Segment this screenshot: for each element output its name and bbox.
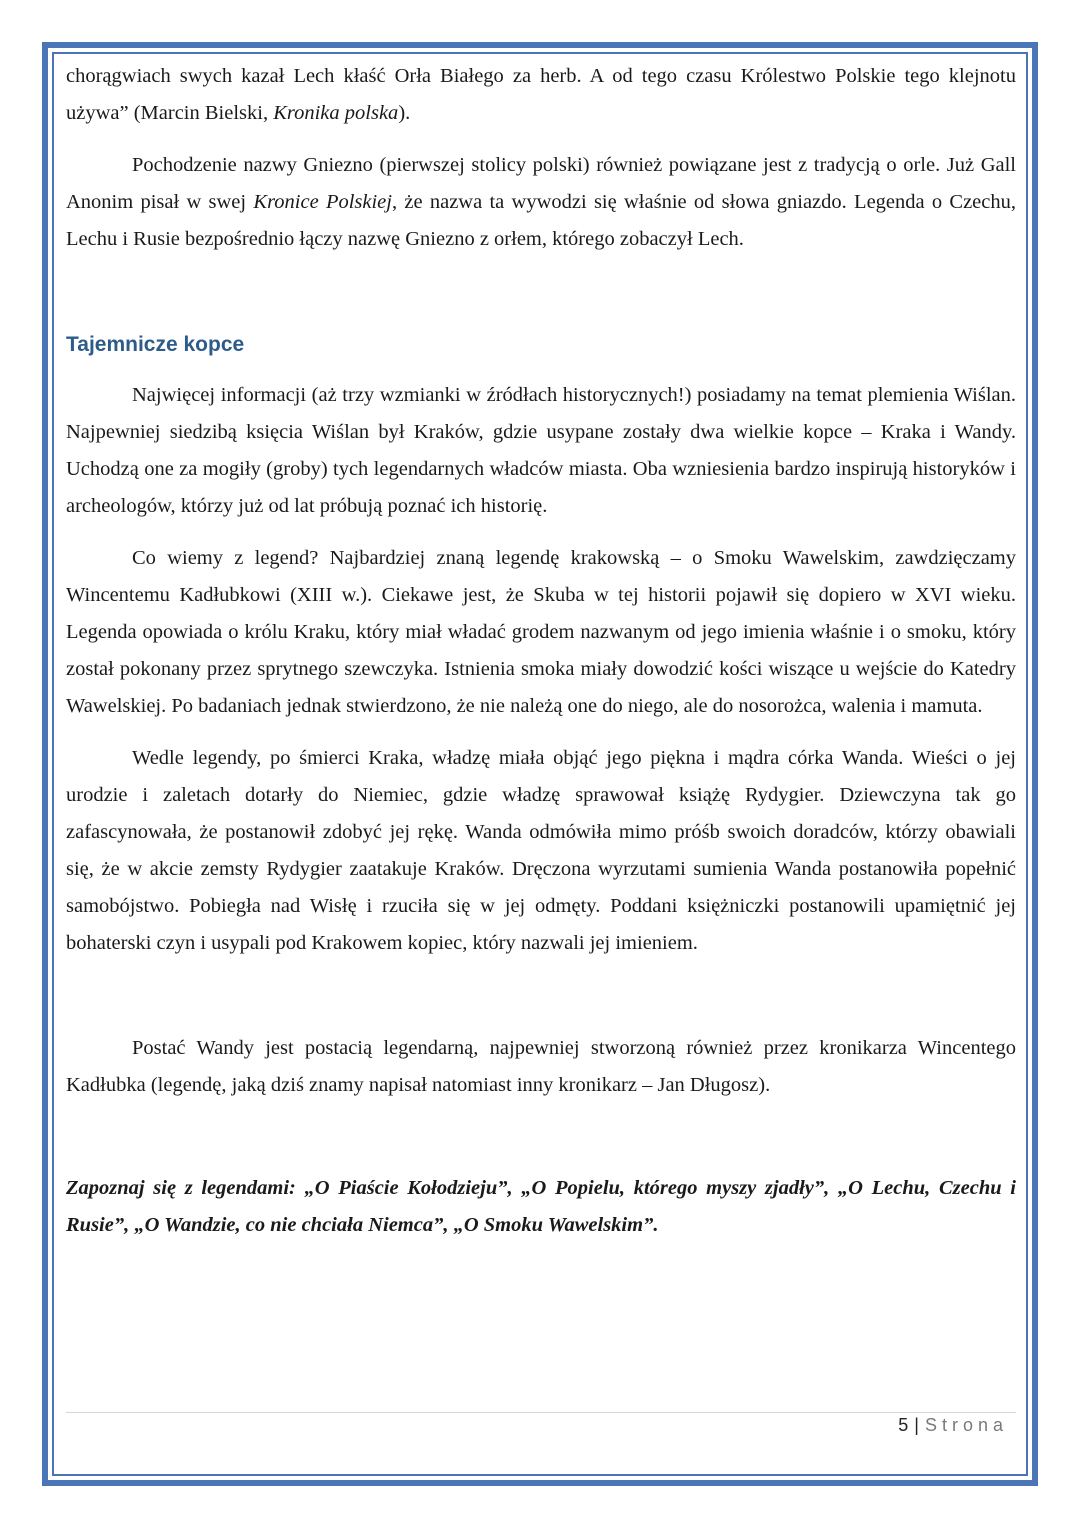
page-footer <box>898 1415 1008 1436</box>
book-title: Kronice Polskiej <box>253 191 392 213</box>
paragraph-wanda: Wedle legendy, po śmierci Kraka, władzę miała objąć jego piękna i mądra córka Wanda. Wieści o jej urodzie i zaletach dotarły do Niemiec, gdzie władzę sprawował książę Rydygier. Dziewczyna tak go zafascynowała, że postanowił zdobyć jej rękę. Wanda odmówiła mimo próśb swoich doradców, którzy obawiali się, że w akcie zemsty Rydygier zaatakuje Kraków. Dręczona wyrzutami sumienia Wanda postanowiła popełnić samobójstwo. Pobiegła nad Wisłę i rzuciła się w jej odmęty. Poddani księżniczki postanowili upamiętnić jej bohaterski czyn i usypali pod Krakowem kopiec, który nazwali jej imieniem. <box>66 747 1016 954</box>
footer-divider <box>66 1412 1016 1413</box>
section-heading: Tajemnicze kopce <box>66 333 245 356</box>
paragraph-wislanie: Najwięcej informacji (aż trzy wzmianki w źródłach historycznych!) posiadamy na temat plemienia Wiślan. Najpewniej siedzibą księcia Wiślan był Kraków, gdzie usypane zostały dwa wielkie kopce – Kraka i Wandy. Uchodzą one za mogiły (groby) tych legendarnych władców miasta. Oba wzniesienia bardzo inspirują historyków i archeologów, którzy już od lat próbują poznać ich historię. <box>66 384 1016 517</box>
paragraph-gniezno: Pochodzenie nazwy Gniezno (pierwszej stolicy polski) również powiązane jest z tradycją o orle. Już Gall Anonim pisał w swej Kronice Polskiej, że nazwa ta wywodzi się właśnie od słowa gniazdo. Legenda o Czechu, Lechu i Rusie bezpośrednio łączy nazwę Gniezno z orłem, którego zobaczył Lech. <box>66 154 1017 250</box>
paragraph-dlugosz: Postać Wandy jest postacią legendarną, najpewniej stworzoną również przez kronikarza Wincentego Kadłubka (legendę, jaką dziś znamy napisał natomiast inny kronikarz – Jan Długosz). <box>66 1037 1016 1096</box>
page-label: Strona <box>924 1415 1008 1435</box>
section-body <box>66 377 1016 962</box>
paragraph-bielski-quote: chorągwiach swych kazał Lech kłaść Orła Białego za herb. A od tego czasu Królestwo Polskie tego klejnotu używa” (Marcin Bielski, Kronika polska). <box>66 65 1016 124</box>
footer-separator: | <box>914 1415 919 1435</box>
intro-text <box>66 58 1016 258</box>
section-closing <box>66 1030 1016 1104</box>
paragraph-smok: Co wiemy z legend? Najbardziej znaną legendę krakowską – o Smoku Wawelskim, zawdzięczamy Wincentemu Kadłubkowi (XIII w.). Ciekawe jest, że Skuba w tej historii pojawił się dopiero w XVI wieku. Legenda opowiada o królu Kraku, który miał władać grodem nazwanym od jego imienia właśnie i o smoku, który został pokonany przez sprytnego szewczyka. Istnienia smoka miały dowodzić kości wiszące u wejście do Katedry Wawelskiej. Po badaniach jednak stwierdzono, że nie należą one do niego, ale do nosorożca, walenia i mamuta. <box>66 547 1016 717</box>
book-title: Kronika polska <box>273 102 399 124</box>
page-number: 5 <box>898 1415 909 1435</box>
task-instruction: Zapoznaj się z legendami: „O Piaście Kołodzieju”, „O Popielu, którego myszy zjadły”, „O Lechu, Czechu i Rusie”, „O Wandzie, co nie chciała Niemca”, „O Smoku Wawelskim”. <box>66 1177 1016 1236</box>
